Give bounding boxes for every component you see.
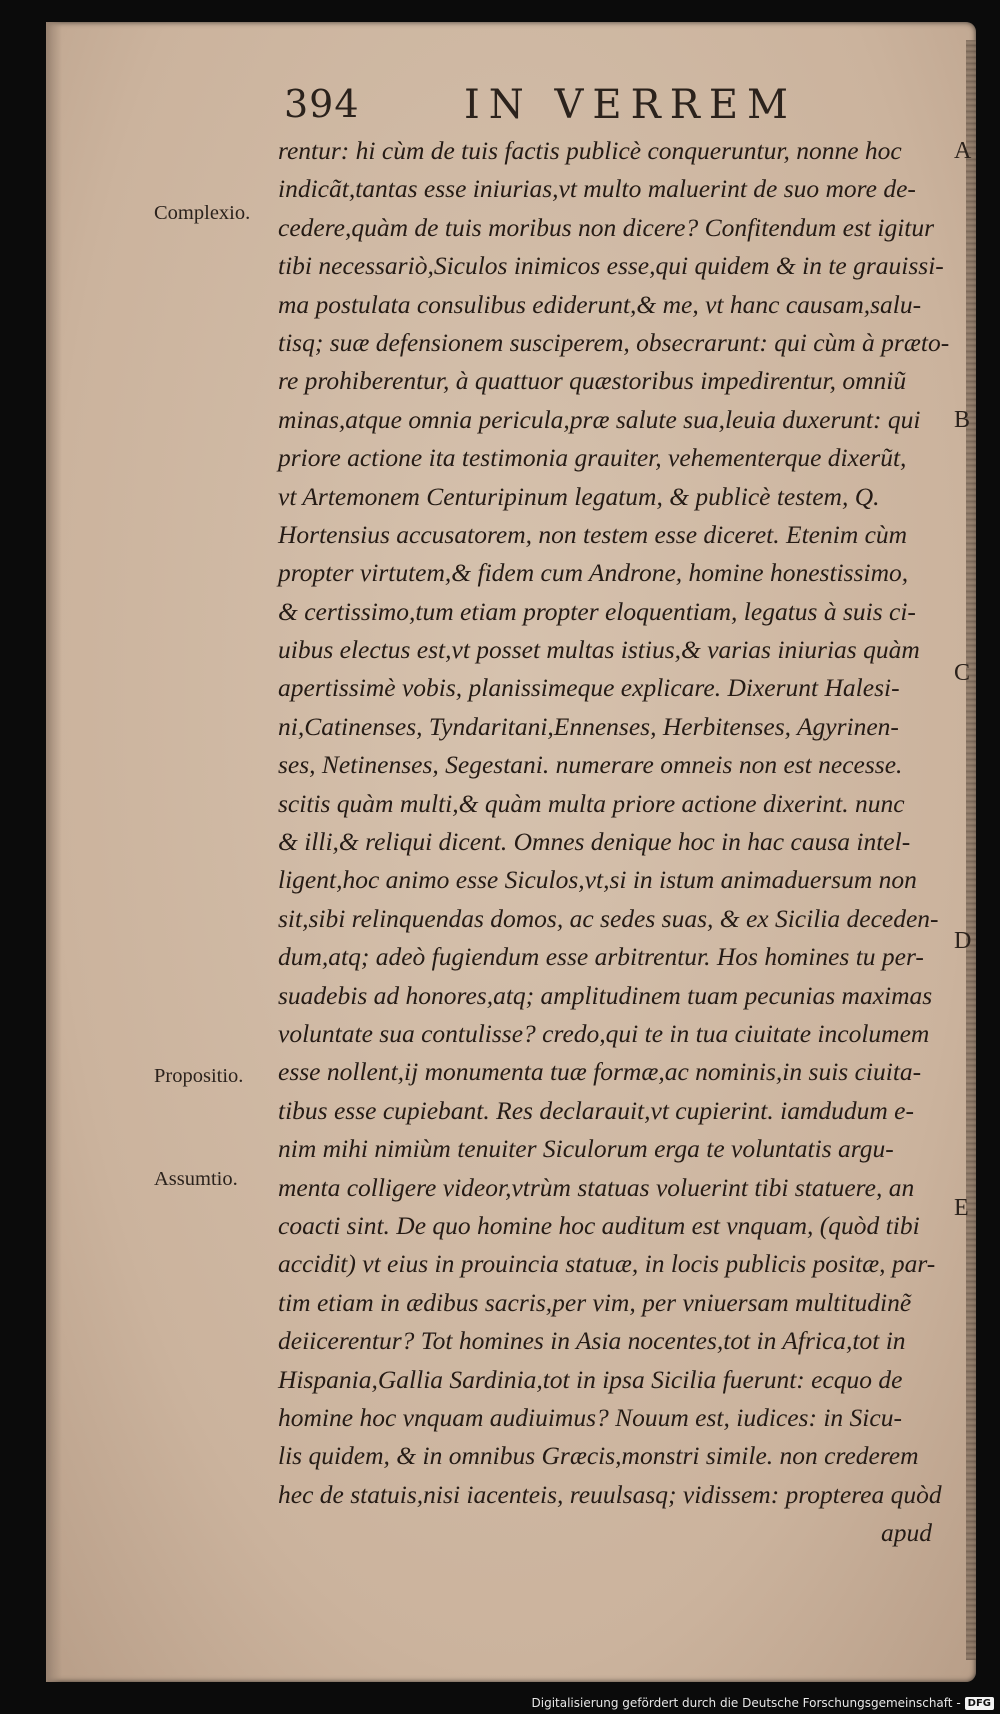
text-line: minas,atque omnia pericula,præ salute sua,leuia duxerunt: qui xyxy=(278,404,921,434)
text-line: uibus electus est,vt posset multas istius,& varias iniurias quàm xyxy=(278,635,920,665)
section-letter-c: C xyxy=(954,660,971,686)
text-line: accidit) vt eius in prouincia statuæ, in locis publicis positæ, par- xyxy=(278,1249,936,1279)
text-line: nim mihi nimiùm tenuiter Siculorum erga te voluntatis argu- xyxy=(278,1134,894,1164)
text-line: ma postulata consulibus ediderunt,& me, vt hanc causam,salu- xyxy=(278,289,922,319)
text-line: voluntate sua contulisse? credo,qui te in tua ciuitate incolumem xyxy=(278,1018,930,1048)
text-line: apertissimè vobis, planissimeque explicare. Dixerunt Halesi- xyxy=(278,673,900,703)
text-line: & certissimo,tum etiam propter eloquentiam, legatus à suis ci- xyxy=(278,596,916,626)
text-line: propter virtutem,& fidem cum Androne, homine honestissimo, xyxy=(278,558,909,588)
text-line: priore actione ita testimonia grauiter, vehementerque dixerũt, xyxy=(278,443,907,473)
footer-credit xyxy=(532,1696,995,1710)
text-line: tibus esse cupiebant. Res declarauit,vt cupierint. iamdudum e- xyxy=(278,1095,914,1125)
margin-note-complexio: Complexio. xyxy=(154,202,251,224)
text-line: ses, Netinenses, Segestani. numerare omneis non est necesse. xyxy=(278,750,903,780)
text-line: tibi necessariò,Siculos inimicos esse,qui quidem & in te grauissi- xyxy=(278,251,944,281)
text-line: Hortensius accusatorem, non testem esse diceret. Etenim cùm xyxy=(278,519,908,549)
text-line: re prohiberentur, à quattuor quæstoribus impedirentur, omniũ xyxy=(278,366,907,396)
text-line: suadebis ad honores,atq; amplitudinem tuam pecunias maximas xyxy=(278,980,933,1010)
text-line: esse nollent,ij monumenta tuæ formæ,ac nominis,in suis ciuita- xyxy=(278,1057,922,1087)
page-gutter-shadow xyxy=(46,22,62,1682)
body-text xyxy=(278,132,971,1552)
catchword: apud xyxy=(881,1518,932,1548)
margin-note-propositio: Propositio. xyxy=(154,1065,244,1087)
text-line: ligent,hoc animo esse Siculos,vt,si in istum animaduersum non xyxy=(278,865,917,895)
section-letter-d: D xyxy=(954,928,972,954)
text-line: vt Artemonem Centuripinum legatum, & publicè testem, Q. xyxy=(278,481,880,511)
section-letter-e: E xyxy=(954,1195,969,1221)
dfg-logo-icon: DFG xyxy=(965,1697,994,1710)
text-line: homine hoc vnquam audiuimus? Nouum est, iudices: in Sicu- xyxy=(278,1402,902,1432)
section-letter-a: A xyxy=(954,138,972,164)
running-head: IN VERREM xyxy=(464,82,797,128)
text-line: scitis quàm multi,& quàm multa priore actione dixerint. nunc xyxy=(278,788,905,818)
text-line: & illi,& reliqui dicent. Omnes denique hoc in hac causa intel- xyxy=(278,827,911,857)
text-line: deiicerentur? Tot homines in Asia nocentes,tot in Africa,tot in xyxy=(278,1326,906,1356)
text-line: dum,atq; adeò fugiendum esse arbitrentur. Hos homines tu per- xyxy=(278,942,924,972)
footer-text: Digitalisierung gefördert durch die Deutsche Forschungsgemeinschaft - xyxy=(531,1696,961,1710)
page-number: 394 xyxy=(284,82,360,126)
text-line: ni,Catinenses, Tyndaritani,Ennenses, Herbitenses, Agyrinen- xyxy=(278,711,899,741)
text-line: indicãt,tantas esse iniurias,vt multo maluerint de suo more de- xyxy=(278,174,916,204)
section-letter-b: B xyxy=(954,407,971,433)
page-header xyxy=(272,82,832,132)
text-line: menta colligere videor,vtrùm statuas voluerint tibi statuere, an xyxy=(278,1172,915,1202)
text-line: lis quidem, & in omnibus Græcis,monstri simile. non crederem xyxy=(278,1441,919,1471)
text-line: tisq; suæ defensionem susciperem, obsecrarunt: qui cùm à præto- xyxy=(278,327,950,357)
margin-note-assumtio: Assumtio. xyxy=(154,1168,238,1190)
text-line: coacti sint. De quo homine hoc auditum est vnquam, (quòd tibi xyxy=(278,1210,920,1240)
text-line: hec de statuis,nisi iacenteis, reuulsasq; vidissem: propterea quòd xyxy=(278,1479,942,1509)
text-line: Hispania,Gallia Sardinia,tot in ipsa Sicilia fuerunt: ecquo de xyxy=(278,1364,903,1394)
text-line: rentur: hi cùm de tuis factis publicè conqueruntur, nonne hoc xyxy=(278,136,902,165)
text-line: cedere,quàm de tuis moribus non dicere? Confitendum est igitur xyxy=(278,212,935,242)
text-line: sit,sibi relinquendas domos, ac sedes suas, & ex Sicilia deceden- xyxy=(278,903,939,933)
text-line: tim etiam in ædibus sacris,per vim, per vniuersam multitudinẽ xyxy=(278,1287,912,1317)
